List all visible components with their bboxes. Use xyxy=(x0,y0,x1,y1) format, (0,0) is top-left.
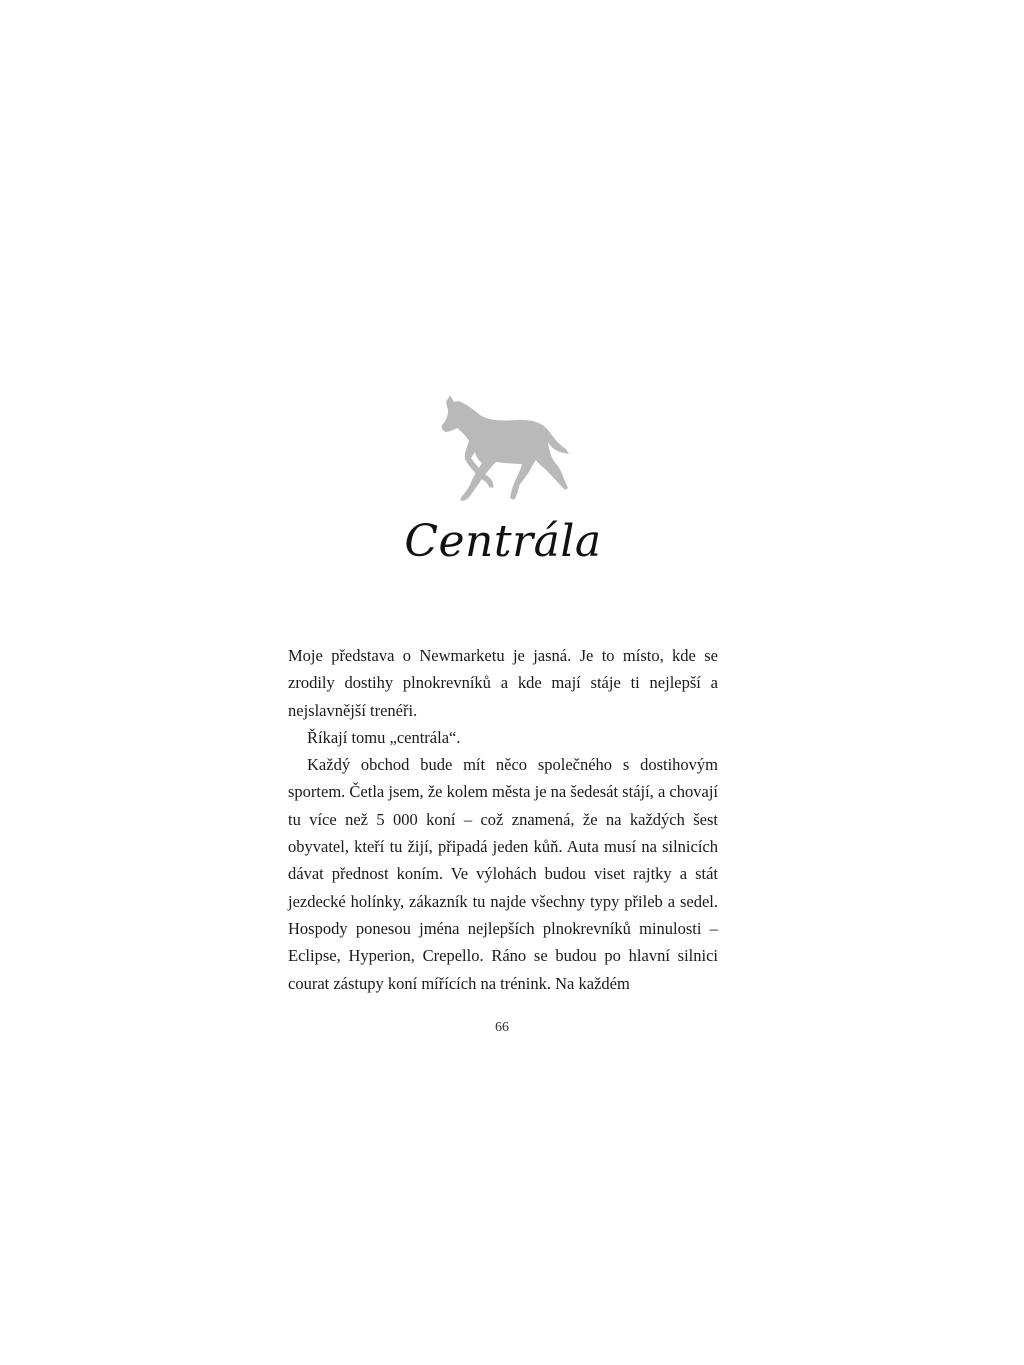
page-number: 66 xyxy=(495,1020,509,1035)
paragraph: Každý obchod bude mít něco společného s dostihovým sportem. Četla jsem, že kolem města je na šedesát stájí, a chovají tu více než 5 000 koní – což znamená, že na každých šest obyvatel, kteří tu žijí, připadá jeden kůň. Auta musí na silnicích dávat přednost koním. Ve výlohách budou viset rajtky a stát jezdecké holínky, zákazník tu najde všechny typy přileb a sedel. Hospody ponesou jména nejlepších plnokrevníků minulosti – Eclipse, Hyperion, Crepello. Ráno se budou po hlavní silnici courat zástupy koní mířících na trénink. Na každém xyxy=(288,755,718,993)
chapter-title: Centrála xyxy=(404,516,602,567)
paragraph: Říkají tomu „centrála“. xyxy=(307,727,461,747)
paragraph: Moje představa o Newmarketu je jasná. Je to místo, kde se zrodily dostihy plnokrevníků a kde mají stáje ti nejlepší a nejslavnější trenéři. xyxy=(288,646,718,720)
body-text xyxy=(288,642,718,997)
trotting-horse-icon xyxy=(438,392,570,504)
